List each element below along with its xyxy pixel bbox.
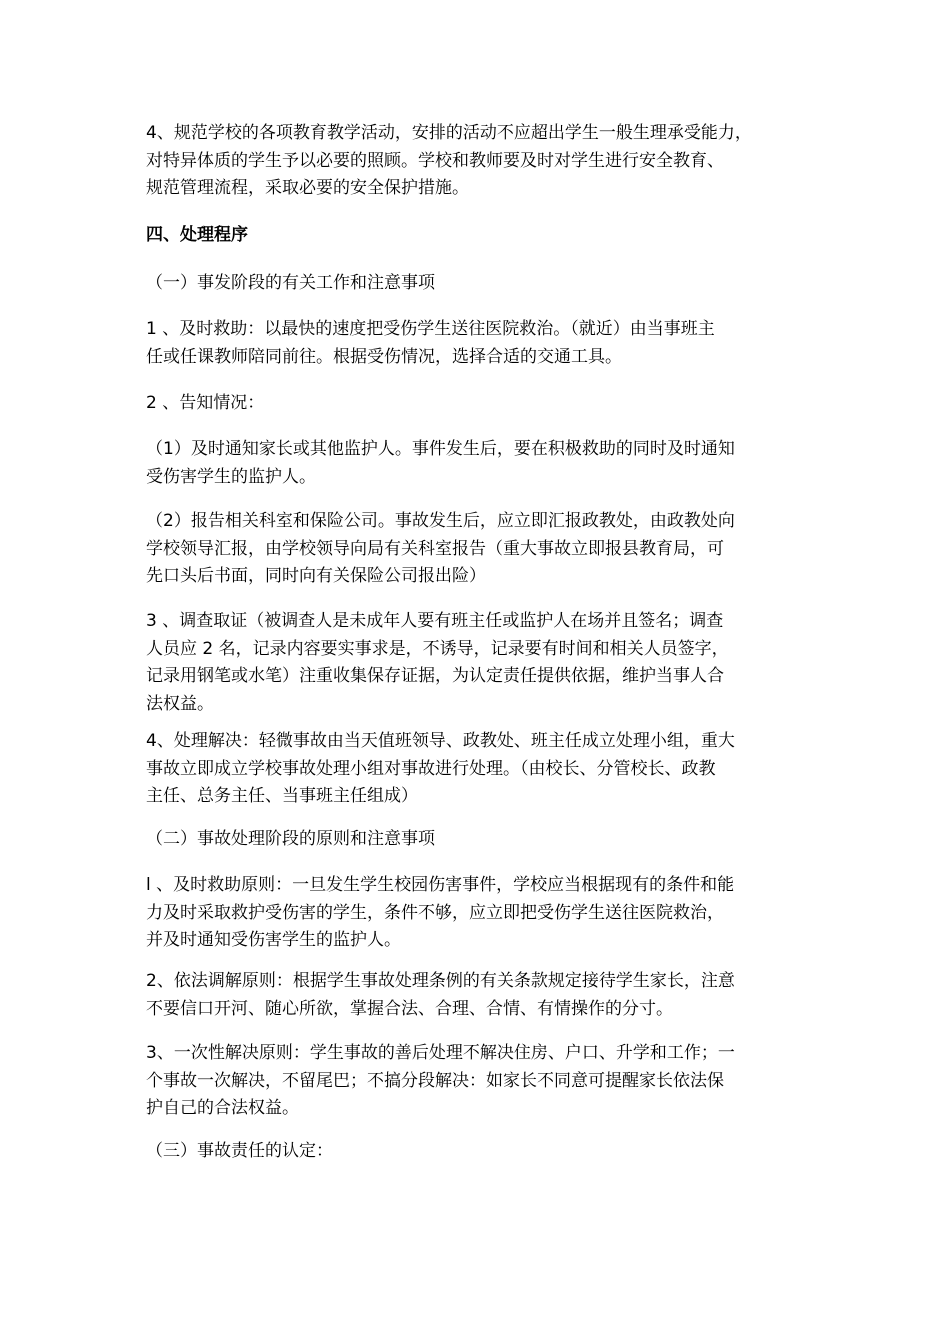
- text-line: （三）事故责任的认定：: [146, 1141, 333, 1161]
- text-line: 法权益。: [146, 693, 214, 714]
- text-line: 记录用钢笔或水笔）注重收集保存证据，为认定责任提供依据，维护当事人合: [146, 666, 724, 686]
- paragraph-investigation: [146, 608, 821, 718]
- text-line: （2）报告相关科室和保险公司。事故发生后，应立即汇报政教处，由政教处向: [146, 511, 735, 531]
- text-line: 事故立即成立学校事故处理小组对事故进行处理。（由校长、分管校长、政教: [146, 758, 716, 779]
- text-line: 3、一次性解决原则：学生事故的善后处理不解决住房、户口、升学和工作；一: [146, 1043, 735, 1063]
- paragraph-safety-measures: [146, 120, 821, 203]
- paragraph-one-time-resolution: [146, 1040, 821, 1123]
- text-line: 不要信口开河、随心所欲，掌握合法、合理、合情、有情操作的分寸。: [146, 998, 673, 1019]
- section-heading-procedure: [146, 222, 821, 250]
- text-line: 2、依法调解原则：根据学生事故处理条例的有关条款规定接待学生家长，注意: [146, 971, 735, 991]
- text-line: 4、规范学校的各项教育教学活动，安排的活动不应超出学生一般生理承受能力，: [146, 123, 752, 143]
- subheading-handling-stage: [146, 826, 821, 854]
- text-line: （1）及时通知家长或其他监护人。事件发生后，要在积极救助的同时及时通知: [146, 439, 735, 459]
- paragraph-report-insurance: [146, 508, 821, 591]
- text-line: 对特异体质的学生予以必要的照顾。学校和教师要及时对学生进行安全教育、: [146, 150, 724, 171]
- subheading-liability: [146, 1138, 821, 1166]
- text-line: 并及时通知受伤害学生的监护人。: [146, 930, 401, 950]
- text-line: 3 、调查取证（被调查人是未成年人要有班主任或监护人在场并且签名；调查: [146, 611, 724, 631]
- text-line: 人员应 2 名，记录内容要实事求是，不诱导，记录要有时间和相关人员签字，: [146, 638, 729, 659]
- text-line: l 、及时救助原则：一旦发生学生校园伤害事件，学校应当根据现有的条件和能: [146, 875, 735, 895]
- paragraph-notify-heading: [146, 390, 821, 418]
- text-line: 4、处理解决：轻微事故由当天值班领导、政教处、班主任成立处理小组，重大: [146, 731, 735, 751]
- text-line: （二）事故处理阶段的原则和注意事项: [146, 829, 435, 849]
- paragraph-rescue-principle: [146, 872, 821, 955]
- text-line: 个事故一次解决，不留尾巴；不搞分段解决：如家长不同意可提醒家长依法保: [146, 1070, 724, 1091]
- heading-text: 四、处理程序: [146, 225, 248, 245]
- text-line: 1 、及时救助：以最快的速度把受伤学生送往医院救治。（就近）由当事班主: [146, 319, 715, 339]
- text-line: 护自己的合法权益。: [146, 1098, 299, 1118]
- paragraph-notify-parents: [146, 436, 821, 491]
- text-line: 先口头后书面，同时向有关保险公司报出险）: [146, 566, 486, 586]
- paragraph-timely-rescue: [146, 316, 821, 371]
- text-line: 学校领导汇报，由学校领导向局有关科室报告（重大事故立即报县教育局，可: [146, 538, 724, 559]
- text-line: 受伤害学生的监护人。: [146, 466, 316, 487]
- text-line: 主任、总务主任、当事班主任组成）: [146, 786, 418, 806]
- paragraph-resolution: [146, 728, 821, 811]
- text-line: 规范管理流程，采取必要的安全保护措施。: [146, 178, 469, 198]
- text-line: （一）事发阶段的有关工作和注意事项: [146, 273, 435, 293]
- text-line: 力及时采取救护受伤害的学生，条件不够，应立即把受伤学生送往医院救治，: [146, 902, 724, 923]
- text-line: 2 、告知情况：: [146, 393, 265, 413]
- text-line: 任或任课教师陪同前往。根据受伤情况，选择合适的交通工具。: [146, 346, 622, 367]
- subheading-incident-stage: [146, 270, 821, 298]
- paragraph-legal-mediation: [146, 968, 821, 1023]
